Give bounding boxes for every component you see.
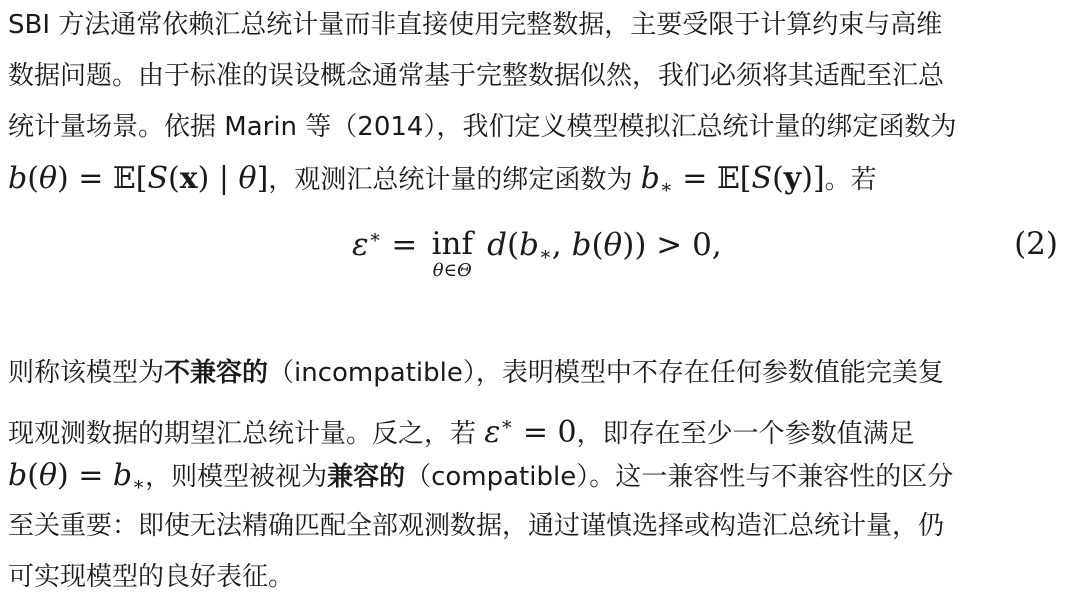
- paragraph-2: [8, 348, 1072, 603]
- text-fragment: 现观测数据的期望汇总统计量。反之，若: [8, 419, 485, 449]
- equation-number: (2): [1014, 226, 1058, 262]
- text-line: [8, 450, 1072, 501]
- text-line: [8, 348, 1072, 399]
- text-line: 数据问题。由于标准的误设概念通常基于完整数据似然，我们必须将其适配至汇总: [8, 61, 945, 91]
- text-fragment: ，即存在至少一个参数值满足: [576, 419, 915, 449]
- text-fragment: 。若: [824, 165, 877, 195]
- text-fragment: （incompatible），表明模型中不存在任何参数值能完美复: [268, 358, 944, 388]
- text-line: 至关重要：即使无法精确匹配全部观测数据，通过谨慎选择或构造汇总统计量，仍: [8, 511, 945, 541]
- bold-term-compatible: 兼容的: [327, 462, 406, 492]
- text-fragment: 则称该模型为: [8, 358, 165, 388]
- bold-term-incompatible: 不兼容的: [164, 358, 269, 388]
- text-line: SBI 方法通常依赖汇总统计量而非直接使用完整数据，主要受限于计算约束与高维: [8, 10, 943, 40]
- epsilon-zero-formula: ε∗ = 0: [484, 413, 577, 450]
- display-equation: [0, 226, 1080, 296]
- text-line-with-math: [8, 153, 1072, 204]
- inf-subscript: θ∈Θ: [432, 260, 472, 281]
- text-line: 统计量场景。依据 Marin 等（2014），我们定义模型模拟汇总统计量的绑定函数为: [8, 112, 957, 142]
- text-fragment: ，则模型被视为: [145, 462, 328, 492]
- binding-function-formula: b(θ) = 𝔼[S(x) | θ]: [8, 161, 269, 196]
- observed-binding-formula: $b_∗$ = 𝔼[S(y)]: [640, 161, 825, 198]
- text-fragment: （compatible）。这一兼容性与不兼容性的区分: [405, 462, 954, 492]
- text-line: [8, 399, 1072, 450]
- equation-formula: ε∗ = inf θ∈Θ $d(b_∗$, b(θ)) > 0,: [352, 226, 722, 281]
- text-fragment: ，观测汇总统计量的绑定函数为: [268, 165, 641, 195]
- compatibility-formula: $b(\theta) = b_∗$: [8, 458, 146, 495]
- text-line: 可实现模型的良好表征。: [8, 562, 295, 592]
- paragraph-1: [8, 0, 1072, 204]
